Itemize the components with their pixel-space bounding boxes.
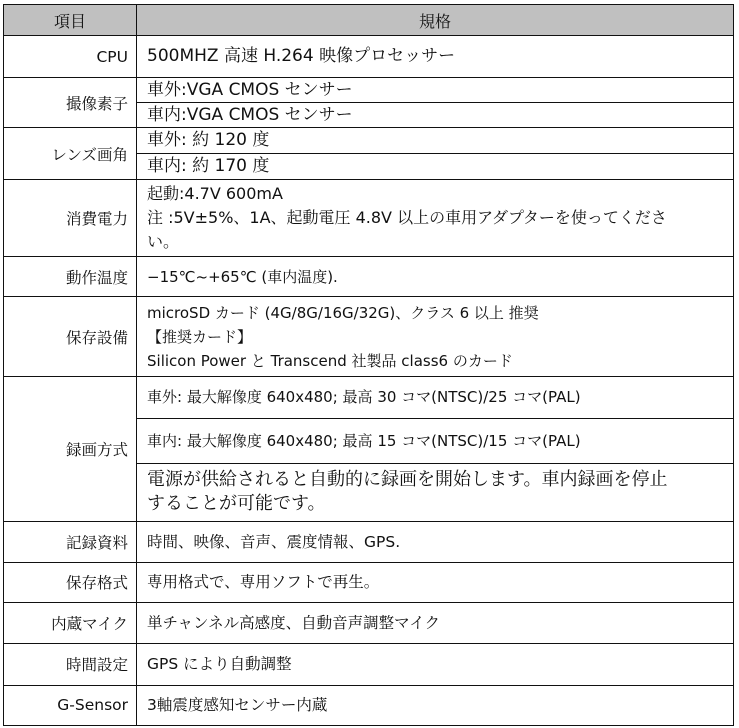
value-line: 電源が供給されると自動的に録画を開始します。車内録画を停止: [147, 469, 668, 491]
table-row-format: [4, 562, 734, 602]
value-line: い。: [147, 232, 180, 252]
header-spec: 規格: [137, 5, 734, 36]
row-label: 時間設定: [4, 643, 137, 685]
row-value: 3軸震度感知センサー内蔵: [137, 685, 734, 725]
table-row-recording: [4, 377, 734, 418]
row-label: CPU: [4, 36, 137, 78]
row-label: 保存設備: [4, 297, 137, 377]
value-line: 【推奨カード】: [147, 327, 253, 346]
table-row-mic: [4, 602, 734, 643]
row-label: 撮像素子: [4, 78, 137, 128]
table-row-time: [4, 643, 734, 685]
row-value: [137, 297, 734, 377]
row-label: G-Sensor: [4, 685, 137, 725]
table-row-temp: [4, 257, 734, 297]
header-row: [4, 5, 734, 36]
value-line: 注 :5V±5%、1A、起動電圧 4.8V 以上の車用アダプターを使ってくださ: [147, 208, 667, 228]
value-line: 起動:4.7V 600mA: [147, 184, 283, 204]
row-value: 車外: 約 120 度: [137, 128, 734, 154]
row-value: 500MHZ 高速 H.264 映像プロセッサー: [137, 36, 734, 78]
table-row-power: [4, 180, 734, 257]
row-label: 記録資料: [4, 521, 137, 562]
spec-table: [3, 4, 734, 726]
row-label: 動作温度: [4, 257, 137, 297]
value-line: microSD カード (4G/8G/16G/32G)、クラス 6 以上 推奨: [147, 303, 539, 322]
table-row-record-data: [4, 521, 734, 562]
row-value: 車内: 最大解像度 640x480; 最高 15 コマ(NTSC)/15 コマ(PAL): [137, 418, 734, 463]
header-item: 項目: [4, 5, 137, 36]
row-value: 単チャンネル高感度、自動音声調整マイク: [137, 602, 734, 643]
row-value: 車内:VGA CMOS センサー: [137, 103, 734, 128]
row-label: レンズ画角: [4, 128, 137, 180]
row-value: [137, 180, 734, 257]
row-label: 内蔵マイク: [4, 602, 137, 643]
row-label: 消費電力: [4, 180, 137, 257]
row-value: [137, 463, 734, 521]
row-value: 時間、映像、音声、震度情報、GPS.: [137, 521, 734, 562]
row-value: −15℃~+65℃ (車内温度).: [137, 257, 734, 297]
table-row-gsensor: [4, 685, 734, 725]
table-row-lens: [4, 128, 734, 154]
table-row-storage: [4, 297, 734, 377]
table-row-sensor: [4, 78, 734, 103]
row-value: GPS により自動調整: [137, 643, 734, 685]
value-line: Silicon Power と Transcend 社製品 class6 のカード: [147, 351, 513, 370]
table-row-cpu: [4, 36, 734, 78]
row-value: 専用格式で、専用ソフトで再生。: [137, 562, 734, 602]
value-line: することが可能です。: [147, 493, 326, 515]
row-label: 保存格式: [4, 562, 137, 602]
row-value: 車外: 最大解像度 640x480; 最高 30 コマ(NTSC)/25 コマ(PAL): [137, 377, 734, 418]
row-label: 録画方式: [4, 377, 137, 521]
row-value: 車内: 約 170 度: [137, 154, 734, 180]
row-value: 車外:VGA CMOS センサー: [137, 78, 734, 103]
